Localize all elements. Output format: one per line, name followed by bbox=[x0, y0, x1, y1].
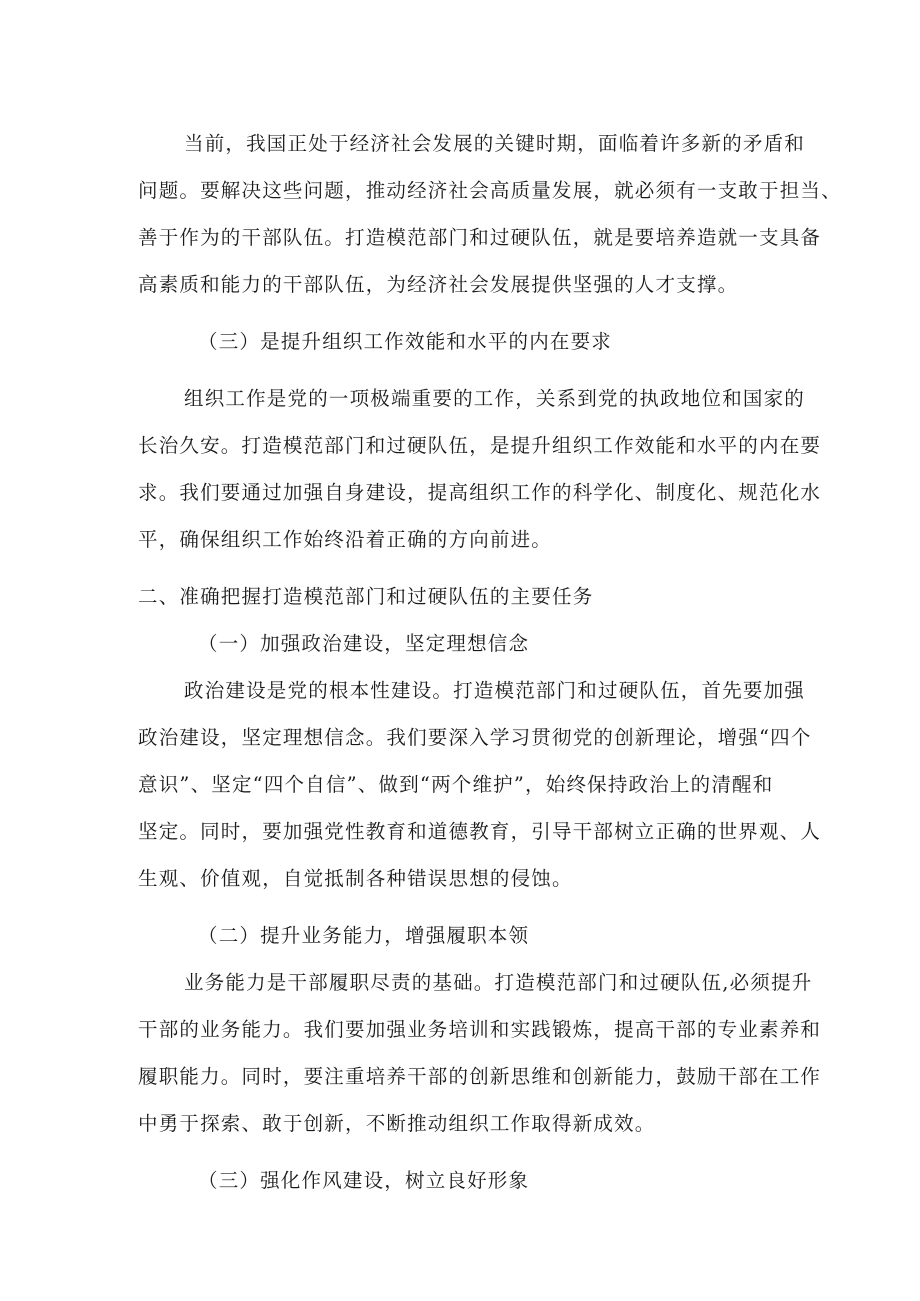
paragraph-line: 问题。要解决这些问题，推动经济社会高质量发展，就必须有一支敢于担当、 bbox=[138, 179, 842, 202]
subheading-business-ability: （二）提升业务能力，增强履职本领 bbox=[198, 924, 530, 947]
subheading-work-style: （三）强化作风建设，树立良好形象 bbox=[198, 1169, 530, 1192]
paragraph-political-building bbox=[138, 667, 822, 902]
paragraph-line: 履职能力。同时，要注重培养干部的创新思维和创新能力，鼓励干部在工作 bbox=[138, 1065, 822, 1088]
paragraph-line: 高素质和能力的干部队伍，为经济社会发展提供坚强的人才支撑。 bbox=[138, 273, 739, 296]
paragraph-line: 政治建设，坚定理想信念。我们要深入学习贯彻党的创新理论，增强“四个 bbox=[138, 726, 812, 749]
paragraph-line: 坚定。同时，要加强党性教育和道德教育，引导干部树立正确的世界观、人 bbox=[138, 820, 822, 843]
paragraph-talent-support bbox=[138, 120, 842, 308]
paragraph-line: 生观、价值观，自觉抵制各种错误思想的侵蚀。 bbox=[138, 867, 573, 890]
paragraph-line: 组织工作是党的一项极端重要的工作，关系到党的执政地位和国家的 bbox=[184, 387, 806, 410]
subheading-political-building: （一）加强政治建设，坚定理想信念 bbox=[198, 632, 530, 655]
paragraph-line: 求。我们要通过加强自身建设，提高组织工作的科学化、制度化、规范化水 bbox=[138, 481, 822, 504]
subheading-internal-requirement: （三）是提升组织工作效能和水平的内在要求 bbox=[198, 330, 613, 353]
paragraph-line: 平，确保组织工作始终沿着正确的方向前进。 bbox=[138, 528, 553, 551]
paragraph-line: 干部的业务能力。我们要加强业务培训和实践锻炼，提高干部的专业素养和 bbox=[138, 1018, 822, 1041]
paragraph-line: 中勇于探索、敢于创新，不断推动组织工作取得新成效。 bbox=[138, 1112, 656, 1135]
paragraph-line: 长治久安。打造模范部门和过硬队伍，是提升组织工作效能和水平的内在要 bbox=[138, 434, 822, 457]
paragraph-line: 善于作为的干部队伍。打造模范部门和过硬队伍，就是要培养造就一支具备 bbox=[138, 226, 822, 249]
paragraph-organization-work bbox=[138, 375, 822, 563]
document-body bbox=[138, 120, 842, 1204]
paragraph-line: 意识”、坚定“四个自信”、做到“两个维护”，始终保持政治上的清醒和 bbox=[138, 773, 774, 796]
paragraph-line: 政治建设是党的根本性建设。打造模范部门和过硬队伍，首先要加强 bbox=[184, 679, 806, 702]
section-heading-main-tasks: 二、准确把握打造模范部门和过硬队伍的主要任务 bbox=[138, 585, 594, 608]
paragraph-line: 业务能力是干部履职尽责的基础。打造模范部门和过硬队伍,必须提升 bbox=[184, 971, 813, 994]
paragraph-business-ability bbox=[138, 959, 822, 1147]
paragraph-line: 当前，我国正处于经济社会发展的关键时期，面临着许多新的矛盾和 bbox=[184, 132, 806, 155]
